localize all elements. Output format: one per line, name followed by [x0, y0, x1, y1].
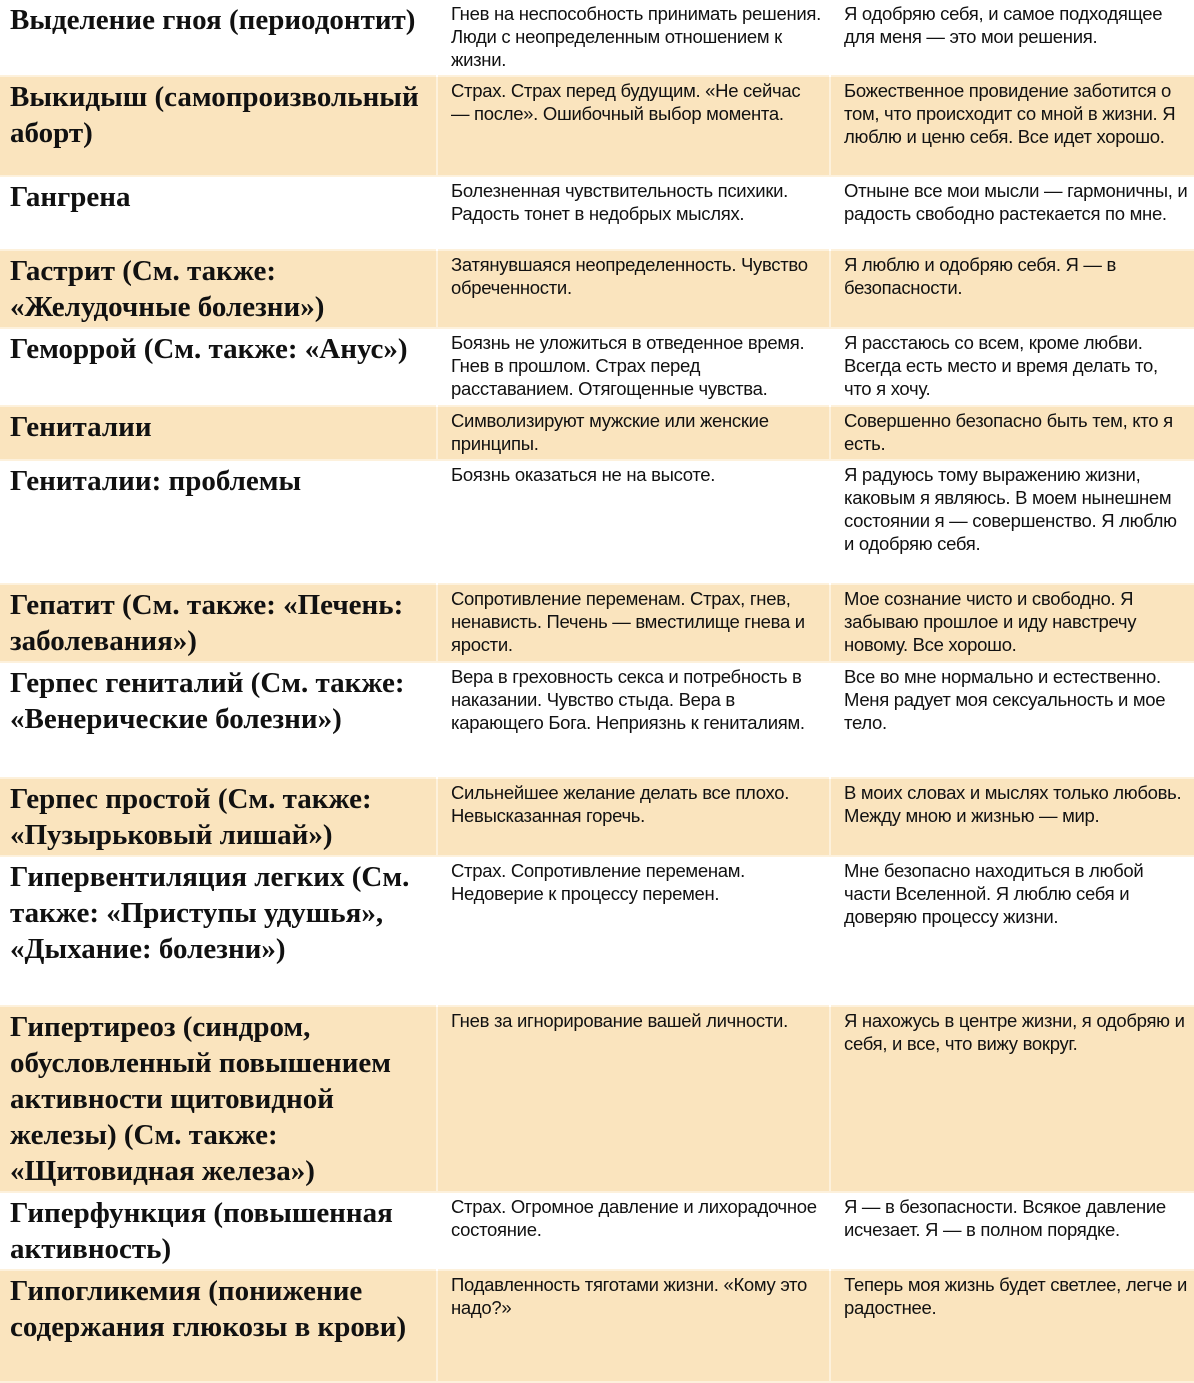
condition-name-text: Гиперфункция (повышенная активность) — [10, 1197, 393, 1265]
affirmation-cell — [830, 250, 1194, 328]
cause-cell-text: Страх. Огромное давление и лихорадочное состояние. — [451, 1196, 817, 1240]
condition-name-text: Гангрена — [10, 181, 131, 213]
affirmation-cell-text: В моих словах и мыслях только любовь. Между мною и жизнью — мир. — [844, 782, 1182, 826]
condition-name-text: Гипервентиляция легких (См. также: «Приступы удушья», «Дыхание: болезни») — [10, 861, 410, 965]
cause-cell-text: Гнев за игнорирование вашей личности. — [451, 1010, 788, 1031]
affirmation-cell-text: Мое сознание чисто и свободно. Я забываю прошлое и иду навстречу новому. Все хорошо. — [844, 588, 1137, 655]
affirmation-cell-text: Я радуюсь тому выражению жизни, каковым я являюсь. В моем нынешнем состоянии я — совершенство. Я люблю и одобряю себя. — [844, 464, 1177, 554]
condition-name — [0, 856, 437, 1006]
table-row — [0, 76, 1194, 176]
table-row — [0, 328, 1194, 406]
affirmation-cell — [830, 584, 1194, 662]
cause-cell-text: Страх. Сопротивление переменам. Недоверие к процессу перемен. — [451, 860, 746, 904]
cause-cell-text: Затянувшаяся неопределенность. Чувство обреченности. — [451, 254, 808, 298]
affirmation-cell-text: Я расстаюсь со всем, кроме любви. Всегда есть место и время делать то, что я хочу. — [844, 332, 1158, 399]
affirmation-cell-text: Мне безопасно находиться в любой части Вселенной. Я люблю себя и доверяю процессу жизни. — [844, 860, 1144, 927]
condition-name — [0, 584, 437, 662]
cause-cell — [437, 176, 830, 250]
affirmation-cell-text: Отныне все мои мысли — гармоничны, и радость свободно растекается по мне. — [844, 180, 1188, 224]
cause-cell — [437, 76, 830, 176]
table-row — [0, 1270, 1194, 1382]
affirmation-cell-text: Все во мне нормально и естественно. Меня радует моя сексуальность и мое тело. — [844, 666, 1166, 733]
affirmation-cell-text: Я люблю и одобряю себя. Я — в безопасности. — [844, 254, 1116, 298]
affirmation-cell — [830, 662, 1194, 778]
affirmation-cell-text: Я нахожусь в центре жизни, я одобряю и себя, и все, что вижу вокруг. — [844, 1010, 1185, 1054]
table-row — [0, 778, 1194, 856]
table-row — [0, 662, 1194, 778]
cause-cell — [437, 460, 830, 584]
condition-name-text: Гипогликемия (понижение содержания глюкозы в крови) — [10, 1275, 407, 1343]
affirmation-cell — [830, 406, 1194, 460]
condition-name — [0, 460, 437, 584]
condition-name — [0, 778, 437, 856]
affirmation-cell-text: Я одобряю себя, и самое подходящее для меня — это мои решения. — [844, 3, 1163, 47]
condition-name — [0, 1006, 437, 1192]
condition-name-text: Геморрой (См. также: «Анус») — [10, 333, 408, 365]
cause-cell-text: Страх. Страх перед будущим. «Не сейчас — после». Ошибочный выбор момента. — [451, 80, 801, 124]
condition-name — [0, 406, 437, 460]
condition-name — [0, 0, 437, 76]
affirmation-cell-text: Божественное провидение заботится о том, что происходит со мной в жизни. Я люблю и ценю себя. Все идет хорошо. — [844, 80, 1176, 147]
cause-cell-text: Символизируют мужские или женские принципы. — [451, 410, 769, 454]
condition-name-text: Гепатит (См. также: «Печень: заболевания») — [10, 589, 404, 657]
affirmation-cell-text: Теперь моя жизнь будет светлее, легче и радостнее. — [844, 1274, 1187, 1318]
affirmation-cell — [830, 328, 1194, 406]
condition-name — [0, 176, 437, 250]
condition-name — [0, 1192, 437, 1270]
table-row — [0, 856, 1194, 1006]
condition-name — [0, 328, 437, 406]
affirmation-cell — [830, 460, 1194, 584]
cause-cell-text: Сопротивление переменам. Страх, гнев, ненависть. Печень — вместилище гнева и ярости. — [451, 588, 805, 655]
affirmation-cell-text: Совершенно безопасно быть тем, кто я есть. — [844, 410, 1173, 454]
table-row — [0, 460, 1194, 584]
table-row — [0, 1006, 1194, 1192]
table-row — [0, 176, 1194, 250]
condition-name — [0, 662, 437, 778]
cause-cell — [437, 406, 830, 460]
condition-name-text: Герпес гениталий (См. также: «Венерические болезни») — [10, 667, 405, 735]
cause-cell-text: Болезненная чувствительность психики. Радость тонет в недобрых мыслях. — [451, 180, 788, 224]
cause-cell — [437, 1192, 830, 1270]
cause-cell-text: Боязнь оказаться не на высоте. — [451, 464, 716, 485]
table-row — [0, 406, 1194, 460]
cause-cell — [437, 328, 830, 406]
affirmation-cell — [830, 856, 1194, 1006]
condition-name-text: Герпес простой (См. также: «Пузырьковый лишай») — [10, 783, 372, 851]
table-row — [0, 584, 1194, 662]
cause-cell — [437, 662, 830, 778]
condition-name-text: Выкидыш (самопроизвольный аборт) — [10, 81, 419, 149]
cause-cell-text: Вера в греховность секса и потребность в наказании. Чувство стыда. Вера в карающего Бога. Неприязнь к гениталиям. — [451, 666, 805, 733]
condition-name — [0, 1270, 437, 1382]
cause-cell — [437, 778, 830, 856]
cause-cell — [437, 856, 830, 1006]
cause-cell-text: Боязнь не уложиться в отведенное время. Гнев в прошлом. Страх перед расставанием. Отягощенные чувства. — [451, 332, 805, 399]
table-row — [0, 0, 1194, 76]
condition-name-text: Гениталии — [10, 411, 152, 443]
affirmation-cell — [830, 1006, 1194, 1192]
cause-cell — [437, 250, 830, 328]
table-row — [0, 250, 1194, 328]
cause-cell-text: Сильнейшее желание делать все плохо. Невысказанная горечь. — [451, 782, 790, 826]
affirmation-cell — [830, 176, 1194, 250]
affirmation-cell — [830, 1192, 1194, 1270]
condition-name-text: Выделение гноя (периодонтит) — [10, 4, 416, 36]
affirmation-cell — [830, 76, 1194, 176]
condition-name-text: Гипертиреоз (синдром, обусловленный повышением активности щитовидной железы) (См. также: «Щитовидная железа») — [10, 1011, 392, 1187]
cause-cell — [437, 0, 830, 76]
affirmation-cell — [830, 778, 1194, 856]
affirmation-cell — [830, 1270, 1194, 1382]
condition-name-text: Гениталии: проблемы — [10, 465, 302, 497]
condition-name — [0, 76, 437, 176]
condition-name — [0, 250, 437, 328]
cause-cell-text: Гнев на неспособность принимать решения. Люди с неопределенным отношением к жизни. — [451, 3, 821, 70]
cause-cell — [437, 584, 830, 662]
cause-cell — [437, 1270, 830, 1382]
table-row — [0, 1192, 1194, 1270]
cause-cell-text: Подавленность тяготами жизни. «Кому это надо?» — [451, 1274, 808, 1318]
affirmation-cell — [830, 0, 1194, 76]
affirmation-cell-text: Я — в безопасности. Всякое давление исчезает. Я — в полном порядке. — [844, 1196, 1166, 1240]
condition-name-text: Гастрит (См. также: «Желудочные болезни») — [10, 255, 325, 323]
cause-cell — [437, 1006, 830, 1192]
